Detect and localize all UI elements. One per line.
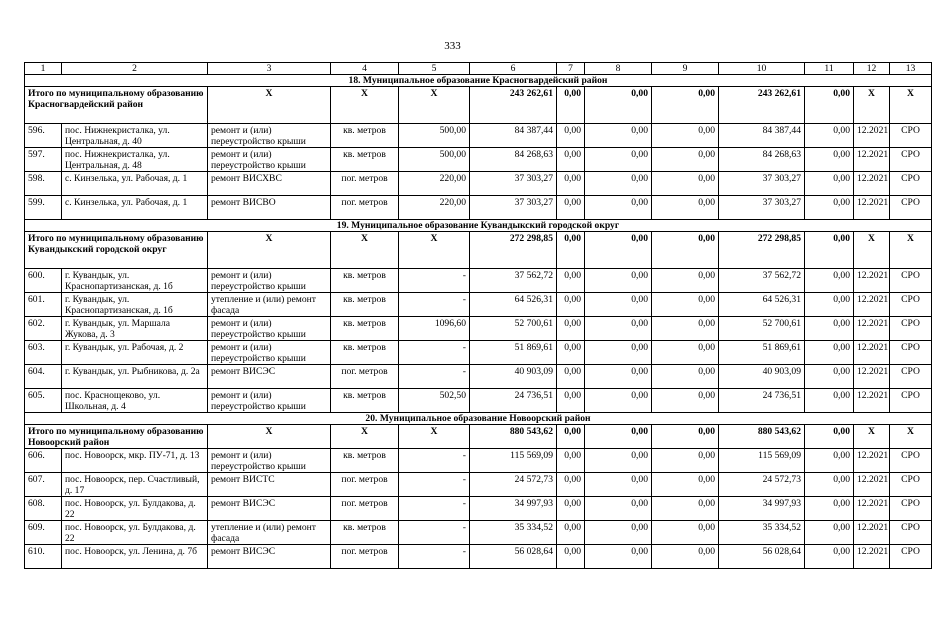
- col-10-cell: 37 303,27: [719, 172, 805, 196]
- quantity-cell: 500,00: [399, 148, 470, 172]
- col-8-cell: 0,00: [585, 545, 652, 569]
- total-col-13: X: [890, 87, 932, 124]
- col-11-cell: 0,00: [805, 365, 854, 389]
- col-8-cell: 0,00: [585, 341, 652, 365]
- unit-cell: пог. метров: [331, 172, 399, 196]
- col-10-cell: 64 526,31: [719, 293, 805, 317]
- table-row: [25, 148, 932, 172]
- cost-total-cell: 115 569,09: [470, 449, 557, 473]
- col-11-cell: 0,00: [805, 293, 854, 317]
- section-title: 19. Муниципальное образование Кувандыкский городской округ: [25, 220, 932, 232]
- row-number: 610.: [25, 545, 62, 569]
- quantity-cell: -: [399, 473, 470, 497]
- work-type-cell: ремонт ВИСЭС: [208, 497, 331, 521]
- total-col-7: 0,00: [557, 232, 585, 269]
- address-cell: г. Кувандык, ул. Рыбникова, д. 2а: [62, 365, 208, 389]
- row-number: 600.: [25, 269, 62, 293]
- total-col-9: 0,00: [652, 87, 719, 124]
- col-10-cell: 115 569,09: [719, 449, 805, 473]
- cost-total-cell: 51 869,61: [470, 341, 557, 365]
- table-row: [25, 365, 932, 389]
- row-number: 603.: [25, 341, 62, 365]
- deadline-cell: 12.2021: [854, 293, 890, 317]
- quantity-cell: -: [399, 293, 470, 317]
- method-cell: СРО: [890, 389, 932, 413]
- cost-total-cell: 37 303,27: [470, 172, 557, 196]
- table-row: [25, 449, 932, 473]
- col-8-cell: 0,00: [585, 497, 652, 521]
- unit-cell: пог. метров: [331, 365, 399, 389]
- row-number: 609.: [25, 521, 62, 545]
- cost-total-cell: 40 903,09: [470, 365, 557, 389]
- table-row: [25, 269, 932, 293]
- table-row: [25, 497, 932, 521]
- cost-total-cell: 84 387,44: [470, 124, 557, 148]
- total-col-6: 880 543,62: [470, 425, 557, 449]
- col-10-cell: 34 997,93: [719, 497, 805, 521]
- col-11-cell: 0,00: [805, 389, 854, 413]
- total-col-12: X: [854, 232, 890, 269]
- col-7-cell: 0,00: [557, 269, 585, 293]
- col-7-cell: 0,00: [557, 449, 585, 473]
- col-10-cell: 37 562,72: [719, 269, 805, 293]
- row-number: 596.: [25, 124, 62, 148]
- section-total-row: [25, 425, 932, 449]
- method-cell: СРО: [890, 473, 932, 497]
- cost-total-cell: 64 526,31: [470, 293, 557, 317]
- total-col-7: 0,00: [557, 425, 585, 449]
- column-number: 11: [805, 63, 854, 75]
- total-col-7: 0,00: [557, 87, 585, 124]
- quantity-cell: -: [399, 365, 470, 389]
- col-8-cell: 0,00: [585, 196, 652, 220]
- total-col-8: 0,00: [585, 425, 652, 449]
- row-number: 606.: [25, 449, 62, 473]
- column-number-row: [25, 63, 932, 75]
- total-col-12: X: [854, 87, 890, 124]
- deadline-cell: 12.2021: [854, 449, 890, 473]
- address-cell: с. Кинзелька, ул. Рабочая, д. 1: [62, 196, 208, 220]
- address-cell: пос. Новоорск, ул. Булдакова, д. 22: [62, 521, 208, 545]
- col-9-cell: 0,00: [652, 196, 719, 220]
- address-cell: г. Кувандык, ул. Краснопартизанская, д. 1б: [62, 293, 208, 317]
- total-col-11: 0,00: [805, 232, 854, 269]
- col-10-cell: 56 028,64: [719, 545, 805, 569]
- deadline-cell: 12.2021: [854, 389, 890, 413]
- method-cell: СРО: [890, 124, 932, 148]
- section-title-row: [25, 413, 932, 425]
- col-7-cell: 0,00: [557, 124, 585, 148]
- cost-total-cell: 24 572,73: [470, 473, 557, 497]
- col-9-cell: 0,00: [652, 293, 719, 317]
- cost-total-cell: 37 562,72: [470, 269, 557, 293]
- col-10-cell: 37 303,27: [719, 196, 805, 220]
- row-number: 604.: [25, 365, 62, 389]
- method-cell: СРО: [890, 545, 932, 569]
- total-col-10: 880 543,62: [719, 425, 805, 449]
- deadline-cell: 12.2021: [854, 497, 890, 521]
- col-9-cell: 0,00: [652, 449, 719, 473]
- column-number: 9: [652, 63, 719, 75]
- col-9-cell: 0,00: [652, 317, 719, 341]
- method-cell: СРО: [890, 269, 932, 293]
- col-7-cell: 0,00: [557, 389, 585, 413]
- unit-cell: пог. метров: [331, 497, 399, 521]
- work-type-cell: ремонт и (или) переустройство крыши: [208, 341, 331, 365]
- address-cell: пос. Краснощеково, ул. Школьная, д. 4: [62, 389, 208, 413]
- total-col-3: X: [208, 425, 331, 449]
- total-col-9: 0,00: [652, 232, 719, 269]
- col-11-cell: 0,00: [805, 473, 854, 497]
- column-number: 1: [25, 63, 62, 75]
- section-total-row: [25, 87, 932, 124]
- col-9-cell: 0,00: [652, 124, 719, 148]
- total-col-11: 0,00: [805, 425, 854, 449]
- col-11-cell: 0,00: [805, 148, 854, 172]
- deadline-cell: 12.2021: [854, 148, 890, 172]
- quantity-cell: -: [399, 521, 470, 545]
- col-9-cell: 0,00: [652, 389, 719, 413]
- table-row: [25, 521, 932, 545]
- method-cell: СРО: [890, 449, 932, 473]
- work-type-cell: ремонт ВИСТС: [208, 473, 331, 497]
- col-11-cell: 0,00: [805, 317, 854, 341]
- col-10-cell: 35 334,52: [719, 521, 805, 545]
- total-col-10: 243 262,61: [719, 87, 805, 124]
- total-label: Итого по муниципальному образованию Кувандыкский городской округ: [25, 232, 208, 269]
- total-col-5: X: [399, 425, 470, 449]
- col-8-cell: 0,00: [585, 521, 652, 545]
- col-10-cell: 24 736,51: [719, 389, 805, 413]
- work-type-cell: ремонт ВИСХВС: [208, 172, 331, 196]
- method-cell: СРО: [890, 317, 932, 341]
- method-cell: СРО: [890, 341, 932, 365]
- total-col-8: 0,00: [585, 232, 652, 269]
- address-cell: с. Кинзелька, ул. Рабочая, д. 1: [62, 172, 208, 196]
- column-number: 5: [399, 63, 470, 75]
- table-row: [25, 293, 932, 317]
- col-11-cell: 0,00: [805, 545, 854, 569]
- work-type-cell: ремонт ВИСВО: [208, 196, 331, 220]
- section-total-row: [25, 232, 932, 269]
- col-7-cell: 0,00: [557, 341, 585, 365]
- quantity-cell: -: [399, 449, 470, 473]
- cost-total-cell: 24 736,51: [470, 389, 557, 413]
- work-type-cell: ремонт ВИСЭС: [208, 365, 331, 389]
- cost-total-cell: 37 303,27: [470, 196, 557, 220]
- work-type-cell: ремонт и (или) переустройство крыши: [208, 449, 331, 473]
- work-type-cell: ремонт и (или) переустройство крыши: [208, 269, 331, 293]
- work-type-cell: ремонт и (или) переустройство крыши: [208, 124, 331, 148]
- method-cell: СРО: [890, 148, 932, 172]
- unit-cell: кв. метров: [331, 269, 399, 293]
- unit-cell: кв. метров: [331, 124, 399, 148]
- unit-cell: пог. метров: [331, 545, 399, 569]
- table-body: [25, 63, 932, 569]
- column-number: 6: [470, 63, 557, 75]
- unit-cell: кв. метров: [331, 521, 399, 545]
- method-cell: СРО: [890, 497, 932, 521]
- cost-total-cell: 34 997,93: [470, 497, 557, 521]
- col-7-cell: 0,00: [557, 317, 585, 341]
- quantity-cell: -: [399, 269, 470, 293]
- unit-cell: кв. метров: [331, 317, 399, 341]
- deadline-cell: 12.2021: [854, 341, 890, 365]
- col-7-cell: 0,00: [557, 148, 585, 172]
- total-col-10: 272 298,85: [719, 232, 805, 269]
- quantity-cell: 220,00: [399, 172, 470, 196]
- address-cell: пос. Новоорск, мкр. ПУ-71, д. 13: [62, 449, 208, 473]
- deadline-cell: 12.2021: [854, 172, 890, 196]
- col-7-cell: 0,00: [557, 196, 585, 220]
- deadline-cell: 12.2021: [854, 521, 890, 545]
- total-label: Итого по муниципальному образованию Красногвардейский район: [25, 87, 208, 124]
- row-number: 605.: [25, 389, 62, 413]
- deadline-cell: 12.2021: [854, 196, 890, 220]
- quantity-cell: 502,50: [399, 389, 470, 413]
- work-type-cell: утепление и (или) ремонт фасада: [208, 521, 331, 545]
- method-cell: СРО: [890, 293, 932, 317]
- quantity-cell: -: [399, 341, 470, 365]
- col-8-cell: 0,00: [585, 124, 652, 148]
- total-label: Итого по муниципальному образованию Новоорский район: [25, 425, 208, 449]
- col-9-cell: 0,00: [652, 269, 719, 293]
- total-col-4: X: [331, 232, 399, 269]
- col-7-cell: 0,00: [557, 365, 585, 389]
- page-number: 333: [444, 40, 461, 52]
- col-9-cell: 0,00: [652, 172, 719, 196]
- column-number: 2: [62, 63, 208, 75]
- total-col-5: X: [399, 87, 470, 124]
- method-cell: СРО: [890, 172, 932, 196]
- col-7-cell: 0,00: [557, 497, 585, 521]
- column-number: 13: [890, 63, 932, 75]
- quantity-cell: -: [399, 545, 470, 569]
- quantity-cell: 220,00: [399, 196, 470, 220]
- column-number: 4: [331, 63, 399, 75]
- address-cell: пос. Новоорск, пер. Счастливый, д. 17: [62, 473, 208, 497]
- unit-cell: кв. метров: [331, 148, 399, 172]
- total-col-13: X: [890, 425, 932, 449]
- deadline-cell: 12.2021: [854, 545, 890, 569]
- total-col-12: X: [854, 425, 890, 449]
- col-9-cell: 0,00: [652, 545, 719, 569]
- work-type-cell: ремонт ВИСЭС: [208, 545, 331, 569]
- col-7-cell: 0,00: [557, 172, 585, 196]
- quantity-cell: 500,00: [399, 124, 470, 148]
- unit-cell: кв. метров: [331, 449, 399, 473]
- table-row: [25, 473, 932, 497]
- col-11-cell: 0,00: [805, 172, 854, 196]
- col-10-cell: 84 268,63: [719, 148, 805, 172]
- col-7-cell: 0,00: [557, 293, 585, 317]
- col-8-cell: 0,00: [585, 172, 652, 196]
- cost-total-cell: 84 268,63: [470, 148, 557, 172]
- address-cell: пос. Нижнекристалка, ул. Центральная, д. 48: [62, 148, 208, 172]
- row-number: 608.: [25, 497, 62, 521]
- table-row: [25, 317, 932, 341]
- row-number: 597.: [25, 148, 62, 172]
- row-number: 601.: [25, 293, 62, 317]
- cost-total-cell: 52 700,61: [470, 317, 557, 341]
- deadline-cell: 12.2021: [854, 473, 890, 497]
- table-row: [25, 196, 932, 220]
- table-row: [25, 389, 932, 413]
- col-8-cell: 0,00: [585, 317, 652, 341]
- address-cell: г. Кувандык, ул. Маршала Жукова, д. 3: [62, 317, 208, 341]
- col-10-cell: 84 387,44: [719, 124, 805, 148]
- method-cell: СРО: [890, 196, 932, 220]
- col-9-cell: 0,00: [652, 497, 719, 521]
- col-9-cell: 0,00: [652, 365, 719, 389]
- total-col-3: X: [208, 87, 331, 124]
- total-col-11: 0,00: [805, 87, 854, 124]
- column-number: 3: [208, 63, 331, 75]
- deadline-cell: 12.2021: [854, 269, 890, 293]
- col-8-cell: 0,00: [585, 473, 652, 497]
- row-number: 602.: [25, 317, 62, 341]
- address-cell: г. Кувандык, ул. Краснопартизанская, д. 1б: [62, 269, 208, 293]
- col-8-cell: 0,00: [585, 269, 652, 293]
- col-11-cell: 0,00: [805, 196, 854, 220]
- col-11-cell: 0,00: [805, 497, 854, 521]
- section-title-row: [25, 75, 932, 87]
- col-11-cell: 0,00: [805, 269, 854, 293]
- total-col-6: 272 298,85: [470, 232, 557, 269]
- quantity-cell: -: [399, 497, 470, 521]
- total-col-5: X: [399, 232, 470, 269]
- work-type-cell: ремонт и (или) переустройство крыши: [208, 389, 331, 413]
- col-8-cell: 0,00: [585, 293, 652, 317]
- total-col-9: 0,00: [652, 425, 719, 449]
- quantity-cell: 1096,60: [399, 317, 470, 341]
- col-8-cell: 0,00: [585, 148, 652, 172]
- col-10-cell: 51 869,61: [719, 341, 805, 365]
- section-title: 18. Муниципальное образование Красногвардейский район: [25, 75, 932, 87]
- address-cell: пос. Новоорск, ул. Ленина, д. 7б: [62, 545, 208, 569]
- deadline-cell: 12.2021: [854, 365, 890, 389]
- work-type-cell: утепление и (или) ремонт фасада: [208, 293, 331, 317]
- capital-repair-table: [24, 62, 932, 569]
- table-row: [25, 545, 932, 569]
- col-11-cell: 0,00: [805, 124, 854, 148]
- unit-cell: кв. метров: [331, 389, 399, 413]
- col-9-cell: 0,00: [652, 341, 719, 365]
- address-cell: пос. Нижнекристалка, ул. Центральная, д. 40: [62, 124, 208, 148]
- column-number: 7: [557, 63, 585, 75]
- method-cell: СРО: [890, 521, 932, 545]
- col-11-cell: 0,00: [805, 449, 854, 473]
- work-type-cell: ремонт и (или) переустройство крыши: [208, 148, 331, 172]
- total-col-6: 243 262,61: [470, 87, 557, 124]
- unit-cell: кв. метров: [331, 341, 399, 365]
- address-cell: пос. Новоорск, ул. Булдакова, д. 22: [62, 497, 208, 521]
- col-7-cell: 0,00: [557, 521, 585, 545]
- total-col-4: X: [331, 425, 399, 449]
- col-10-cell: 52 700,61: [719, 317, 805, 341]
- total-col-13: X: [890, 232, 932, 269]
- col-9-cell: 0,00: [652, 473, 719, 497]
- total-col-3: X: [208, 232, 331, 269]
- col-8-cell: 0,00: [585, 449, 652, 473]
- col-9-cell: 0,00: [652, 521, 719, 545]
- col-10-cell: 24 572,73: [719, 473, 805, 497]
- deadline-cell: 12.2021: [854, 317, 890, 341]
- col-8-cell: 0,00: [585, 389, 652, 413]
- section-title: 20. Муниципальное образование Новоорский район: [25, 413, 932, 425]
- row-number: 598.: [25, 172, 62, 196]
- table-row: [25, 124, 932, 148]
- row-number: 607.: [25, 473, 62, 497]
- unit-cell: пог. метров: [331, 196, 399, 220]
- table-row: [25, 341, 932, 365]
- method-cell: СРО: [890, 365, 932, 389]
- col-7-cell: 0,00: [557, 473, 585, 497]
- col-11-cell: 0,00: [805, 341, 854, 365]
- col-9-cell: 0,00: [652, 148, 719, 172]
- total-col-4: X: [331, 87, 399, 124]
- address-cell: г. Кувандык, ул. Рабочая, д. 2: [62, 341, 208, 365]
- cost-total-cell: 35 334,52: [470, 521, 557, 545]
- unit-cell: кв. метров: [331, 293, 399, 317]
- deadline-cell: 12.2021: [854, 124, 890, 148]
- column-number: 12: [854, 63, 890, 75]
- section-title-row: [25, 220, 932, 232]
- col-8-cell: 0,00: [585, 365, 652, 389]
- col-10-cell: 40 903,09: [719, 365, 805, 389]
- column-number: 10: [719, 63, 805, 75]
- col-7-cell: 0,00: [557, 545, 585, 569]
- table-row: [25, 172, 932, 196]
- col-11-cell: 0,00: [805, 521, 854, 545]
- unit-cell: пог. метров: [331, 473, 399, 497]
- total-col-8: 0,00: [585, 87, 652, 124]
- work-type-cell: ремонт и (или) переустройство крыши: [208, 317, 331, 341]
- row-number: 599.: [25, 196, 62, 220]
- cost-total-cell: 56 028,64: [470, 545, 557, 569]
- column-number: 8: [585, 63, 652, 75]
